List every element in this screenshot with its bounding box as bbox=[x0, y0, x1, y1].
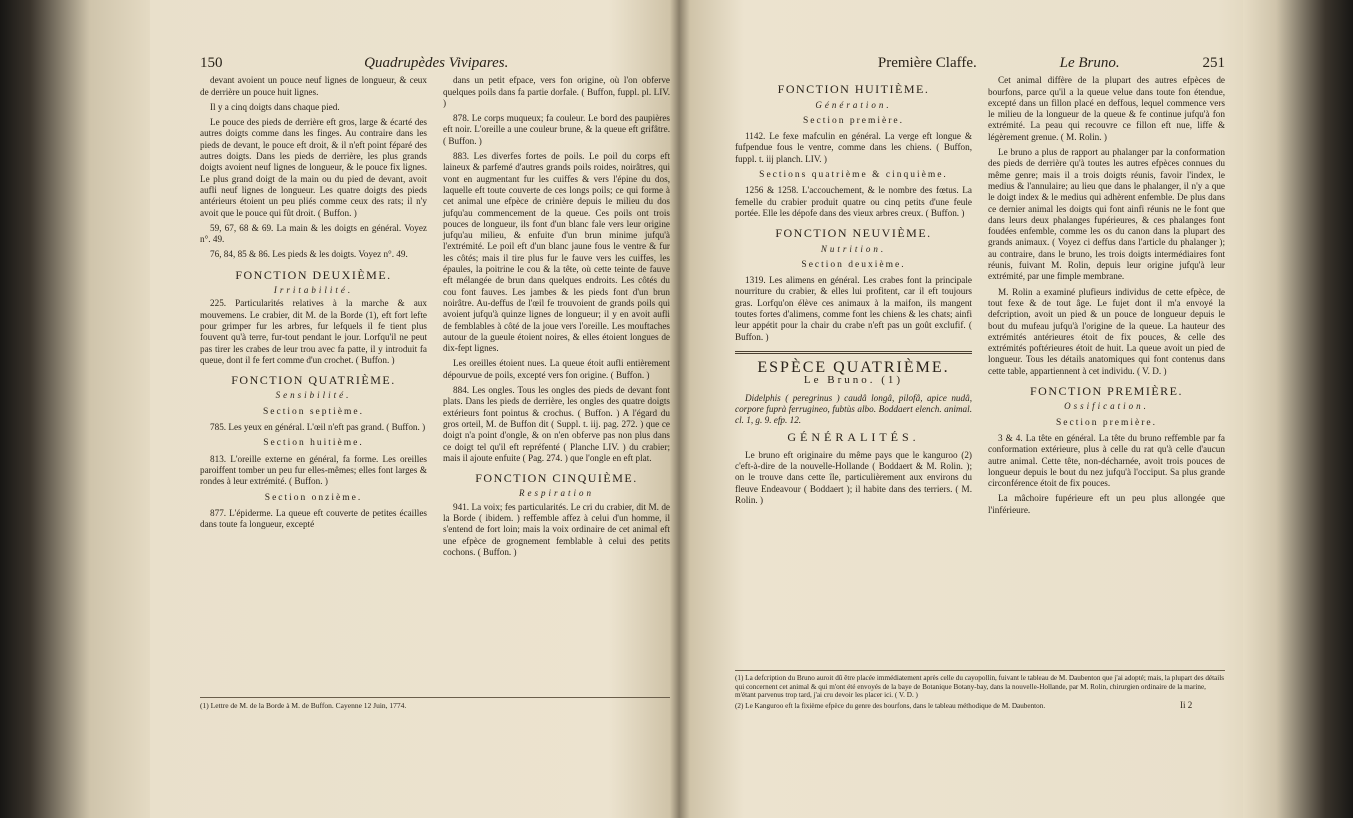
paragraph: La mâchoire fupérieure eft un peu plus allongée que l'inférieure. bbox=[988, 493, 1225, 515]
paragraph: 1319. Les alimens en général. Les crabes font la principale nourriture du crabier, & elles lui profitent, car il eft toujours gras. Lorfqu'on élève ces animaux à la maifon, ils mangent toutes fortes d'alimens, comme font les chiens & les chats; ainfi leur appétit pour la chair du crabe n'eft pas un goût exclufif. ( Buffon. ) bbox=[735, 275, 972, 342]
paragraph: 59, 67, 68 & 69. La main & les doigts en général. Voyez n°. 49. bbox=[200, 222, 427, 245]
right-column-2 bbox=[988, 75, 1225, 520]
paragraph: 878. Le corps muqueux; fa couleur. Le bord des paupières eft noir. L'oreille a une couleur brune, & la queue eft grifâtre. ( Buffon. ) bbox=[443, 113, 670, 146]
section-heading: Section deuxième. bbox=[801, 259, 906, 270]
paragraph: Les oreilles étoient nues. La queue étoit aufli entièrement dépourvue de poils, excepté vers fon origine. ( Buffon. ) bbox=[443, 358, 670, 380]
right-footnotes bbox=[735, 670, 1225, 712]
footnote: (1) La defcription du Bruno auroit dû être placée immédiatement après celle du cayopollin, fuivant le tableau de M. Daubenton que j'ai adopté; mais, la plupart des détails qui concernent cet animal & qui m'ont été envoyés de la baye de Botanique Botany-bay, dans la nouvelle-Hollande, par M. Rolin, chirurgien ordinaire de la marine, m'étant parvenus trop tard, j'ai cru devoir les placer ici. ( V. D. ) bbox=[735, 674, 1225, 700]
right-column-1 bbox=[735, 75, 972, 520]
paragraph: M. Rolin a examiné plufieurs individus de cette efpèce, de tout fexe & de tout âge. Le fujet dont il m'a envoyé la defcription, avoit un pied & un pouce de longueur depuis le bout du mufeau jufqu'à l'origine de la queue. La hauteur des extrémités antérieures étoit de fix pouces, & celle des extrémités poftérieures étoit de huit. La queue avoit un pied de longueur. Tous les détails anatomiques qui font contenus dans cette table, appartiennent à cet individu. ( V. D. ) bbox=[988, 286, 1225, 376]
section-heading: Section première. bbox=[1055, 417, 1157, 428]
signature-mark: Ii 2 bbox=[1180, 700, 1193, 710]
paragraph: 225. Particularités relatives à la marche & aux mouvemens. Le crabier, dit M. de la Borde (1), eft fort lefte pour grimper fur les arbres, fur lefquels il fe tient plus fouvent qu'à terre, fur-tout pendant le jour. Lorfqu'il ne peut pas tirer les crabes de leur trou avec fa patte, il y introduit fa queue, dont il fe fert comme d'un crochet. ( Buffon. ) bbox=[200, 298, 427, 365]
paragraph: devant avoient un pouce neuf lignes de longueur, & ceux de derrière un pouce huit lignes. bbox=[200, 75, 427, 97]
function-heading: FONCTION CINQUIÈME. bbox=[475, 471, 638, 486]
section-heading: Sections quatrième & cinquième. bbox=[759, 170, 948, 181]
page-number: 251 bbox=[1202, 55, 1225, 71]
paragraph: Cet animal diffère de la plupart des autres efpèces de bourfons, parce qu'il a la queue velue dans toute fon étendue, excepté dans un fillon placé en deffous, lequel commence vers le milieu de la longueur de la queue & fe continue jufqu'à fon extrémité. La peau qui recouvre ce fillon eft nue, liffe & légèrement grenue. ( M. Rolin. ) bbox=[988, 75, 1225, 142]
running-head: Quadrupèdes Vivipares. bbox=[364, 55, 509, 71]
paragraph: 941. La voix; fes particularités. Le cri du crabier, dit M. de la Borde ( ibidem. ) reffemble affez à celui d'un homme, il s'entend de fort loin; mais la voix ordinaire de cet animal eft une efpèce de grognement femblable à celui des petits cochons. ( Buffon. ) bbox=[443, 501, 670, 557]
subheading: Respiration bbox=[519, 488, 594, 499]
paragraph: 1142. Le fexe mafculin en général. La verge eft longue & fufpendue fous le ventre, comme dans les chiens. ( Buffon, fuppl. t. iij planch. LIV. ) bbox=[735, 131, 972, 164]
species-heading: ESPÈCE QUATRIÈME. bbox=[757, 358, 950, 376]
subheading: Nutrition. bbox=[820, 243, 887, 254]
function-heading: FONCTION PREMIÈRE. bbox=[1029, 384, 1183, 399]
paragraph: 813. L'oreille externe en général, fa forme. Les oreilles paroiffent tomber un peu fur elles-mêmes; elles font larges & rondes à leur extrémité. ( Buffon. ) bbox=[200, 453, 427, 487]
subheading: Irritabilité. bbox=[273, 285, 354, 296]
function-heading: FONCTION DEUXIÈME. bbox=[235, 267, 392, 282]
left-page-edges bbox=[0, 0, 150, 818]
right-header bbox=[735, 55, 1225, 71]
subheading: Génération. bbox=[815, 99, 892, 110]
page-number: 150 bbox=[200, 55, 223, 71]
paragraph: 877. L'épiderme. La queue eft couverte de petites écailles dans toute fa longueur, excepté bbox=[200, 507, 427, 530]
paragraph: 883. Les diverfes fortes de poils. Le poil du corps eft laineux & parfemé d'autres grands poils roides, noirâtres, qui vont en augmentant fur les cuiffes & vers l'épine du dos, laquelle eft toute couverte de ces longs poils; ce qui forme à cet animal une efpèce de crinière depuis le milieu du dos jufqu'au commencement de la queue. Ces poils ont trois pouces de longueur, ils font d'un blanc fale vers leur origine jufqu'au milieu, & enfuite d'un brun minime jufqu'à l'extrémité. Le poil eft d'un blanc jaune fous le ventre & fur les côtés; mais il tire plus fur le fauve vers les cuiffes, les épaules, la poitrine le cou & la tête, où cette teinte de fauve eft mélangée de brun dans quelques endroits. Les côtés du cou font fauves. Les jambes & les pieds font d'un brun noirâtre. Au-deffus de l'œil fe trouvoient de grands poils qui avoient jufqu'à quinze lignes de longueur; il y en avoit aufli de femblables à côté de la joue vers l'oreille. Les mouftaches autour de la gueule étoient noires, & elles étoient longues de dix-fept lignes. bbox=[443, 151, 670, 354]
generalities-heading: GÉNÉRALITÉS. bbox=[787, 430, 920, 445]
left-page bbox=[200, 55, 670, 562]
footnote: (2) Le Kanguroo eft la fixième efpèce du genre des bourfons, dans le tableau méthodique de M. Daubenton. bbox=[735, 701, 1046, 710]
paragraph: 884. Les ongles. Tous les ongles des pieds de devant font plats. Dans les pieds de derrière, les ongles des quatre doigts extérieurs font pointus & crochus. ( Buffon. ) A l'égard du gros orteil, M. de Buffon dit ( Suppl. t. iij. pag. 272. ) que ce doigt n'a point d'ongle, & on n'en obferve pas non plus dans ce doigt tel qu'il eft repréfenté ( Planche LIV. ) du crabier; mais il ajoute enfuite ( Pag. 274. ) que l'ongle en eft plat. bbox=[443, 385, 670, 463]
paragraph: Le bruno eft originaire du même pays que le kanguroo (2) c'eft-à-dire de la nouvelle-Hollande ( Boddaert & M. Rolin. ); on le trouve dans cette île, particulièrement aux environs du fleuve Endeavour ( Boddaert ); il habite dans des terriers. ( M. Rolin. ) bbox=[735, 449, 972, 505]
section-heading: Section huitième. bbox=[263, 438, 364, 449]
paragraph: dans un petit efpace, vers fon origine, où l'on obferve quelques poils dans fa partie dorfale. ( Buffon, fuppl. pl. LIV. ) bbox=[443, 75, 670, 108]
left-header bbox=[200, 55, 670, 71]
section-heading: Section onzième. bbox=[264, 492, 363, 503]
right-page bbox=[735, 55, 1225, 520]
paragraph: 785. Les yeux en général. L'œil n'eft pas grand. ( Buffon. ) bbox=[210, 422, 426, 433]
paragraph: 3 & 4. La tête en général. La tête du bruno reffemble par fa conformation extérieure, plus à celle du rat qu'à celle d'aucun autre animal. Cette tête, non-décharnée, avoit trois pouces de longueur depuis le bout du nez jufqu'à l'occiput. Sa plus grande circonférence étoit de fix pouces. bbox=[988, 432, 1225, 489]
left-footnote: (1) Lettre de M. de la Borde à M. de Buffon. Cayenne 12 Juin, 1774. bbox=[200, 697, 670, 710]
left-column-2 bbox=[443, 75, 670, 562]
section-heading: Section septième. bbox=[262, 406, 364, 417]
function-heading: FONCTION QUATRIÈME. bbox=[231, 373, 396, 388]
function-heading: FONCTION HUITIÈME. bbox=[777, 82, 930, 97]
paragraph: 1256 & 1258. L'accouchement, & le nombre des fœtus. La femelle du crabier produit quatre ou cinq petits d'une feule portée. Elle les dépofe dans des vieux arbres creux. ( Buffon. ) bbox=[735, 185, 972, 218]
right-page-edges bbox=[1243, 0, 1353, 818]
latin-description: Didelphis ( peregrinus ) caudâ longâ, pilofâ, apice nudâ, corpore fuprà ferrugineo, fubtùs albo. Boddaert elench. animal. cl. 1, g. 9. efp. 12. bbox=[735, 392, 972, 426]
paragraph: Le pouce des pieds de derrière eft gros, large & écarté des autres doigts comme dans les finges. Au contraire dans les pieds de devant, le pouce eft droit, & il n'eft point féparé des autres doigts. Dans les pieds de derrière, les plus grands doigts avoient neuf lignes de longueur, & le pouce fix lignes. Le plus grand doigt de la main ou du pied de devant, avoit aufli neuf lignes de longueur. Les quatre doigts des pieds antérieurs étoient un peu pliés comme ceux des rats; il n'y avoit que le pouce qui fût droit. ( Buffon. ) bbox=[200, 117, 427, 218]
paragraph: Le bruno a plus de rapport au phalanger par la conformation des pieds de derrière qu'à toutes les autres efpèces connues du même genre; mais il a trois doigts réunis, favoir l'index, le medius & l'annulaire; au lieu que dans le phalanger, il n'y a que le doigt index & le medius qui adhèrent enfemble. De plus dans ce dernier animal les doigts qui font ainfi réunis ne le font que dans leurs deux phalanges fupérieures, & ces phalanges font foudées enfemble, comme les os du canon dans la plupart des grands animaux. ( Voyez ci deffus dans l'article du phalanger ); au contraire, dans le bruno, les trois doigts intermédiaires font réunis, fuivant M. Rolin, depuis leur origine jufqu'à leur extrémité, par une fimple membrane. bbox=[988, 147, 1225, 282]
subheading: Sensibilité. bbox=[275, 390, 352, 401]
running-head-left: Première Claffe. bbox=[877, 55, 977, 71]
left-column-1 bbox=[200, 75, 427, 562]
divider bbox=[735, 351, 972, 354]
subheading: Ossification. bbox=[1064, 401, 1149, 412]
paragraph: Il y a cinq doigts dans chaque pied. bbox=[210, 101, 340, 112]
function-heading: FONCTION NEUVIÈME. bbox=[775, 226, 932, 241]
species-name: Le Bruno. (1) bbox=[803, 374, 904, 387]
running-head-right: Le Bruno. bbox=[1059, 55, 1120, 71]
section-heading: Section première. bbox=[802, 115, 904, 126]
paragraph: 76, 84, 85 & 86. Les pieds & les doigts. Voyez n°. 49. bbox=[210, 249, 408, 260]
